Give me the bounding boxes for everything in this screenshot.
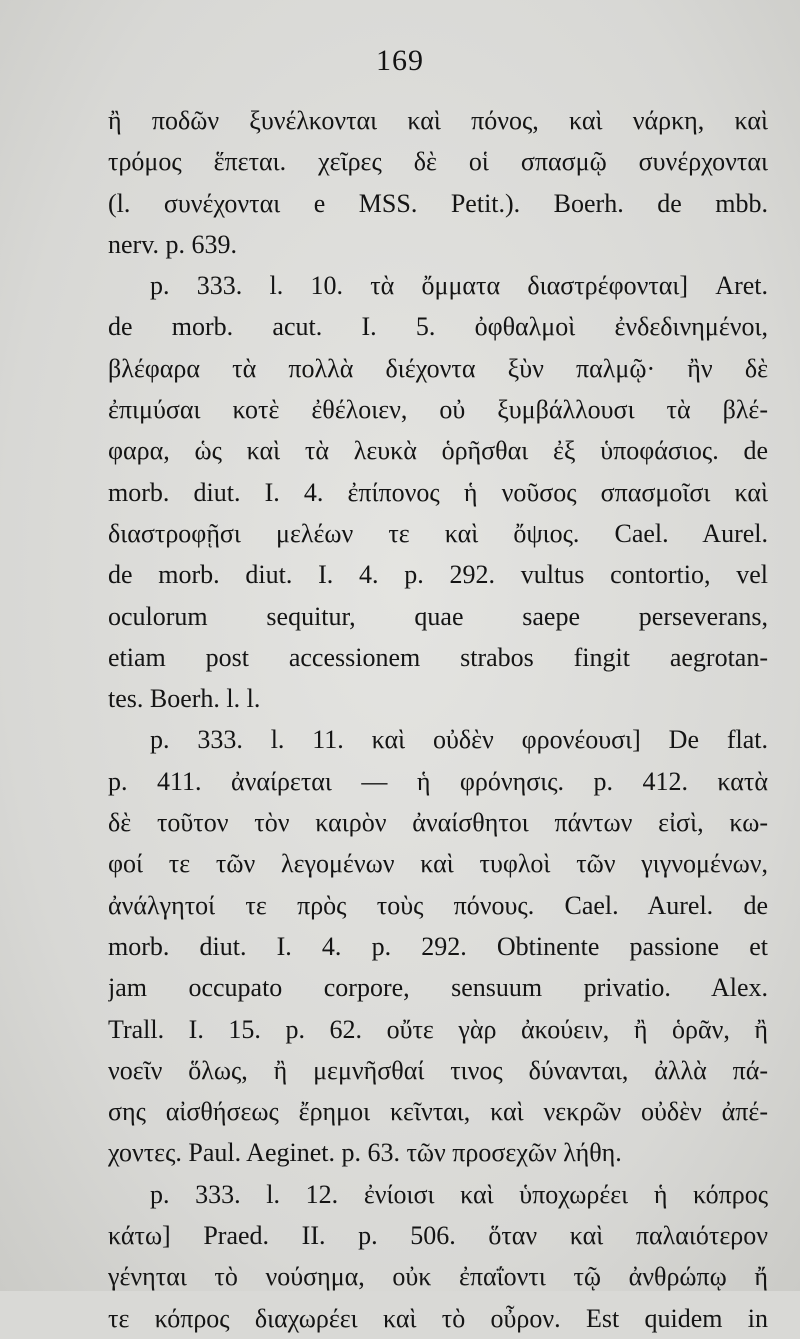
text-line: de morb. acut. I. 5. ὀφθαλμοὶ ἐνδεδινημένοι, bbox=[108, 312, 768, 342]
text-line: etiam post accessionem strabos fingit aegrotan- bbox=[108, 642, 768, 672]
text-line: ἢ ποδῶν ξυνέλκονται καὶ πόνος, καὶ νάρκη, καὶ bbox=[108, 106, 768, 135]
text-line: τε κόπρος διαχωρέει καὶ τὸ οὖρον. Est quidem in bbox=[108, 1303, 768, 1333]
text-block bbox=[108, 100, 768, 1339]
text-line: σης αἰσθήσεως ἔρημοι κεῖνται, καὶ νεκρῶν οὐδὲν ἀπέ- bbox=[108, 1097, 768, 1127]
text-line: δὲ τοῦτον τὸν καιρὸν ἀναίσθητοι πάντων εἰσὶ, κω- bbox=[108, 808, 768, 838]
text-line: ἀνάλγητοί τε πρὸς τοὺς πόνους. Cael. Aurel. de bbox=[108, 890, 768, 920]
text-line: nerv. p. 639. bbox=[108, 229, 238, 259]
text-line: βλέφαρα τὰ πολλὰ διέχοντα ξὺν παλμῷ· ἢν δὲ bbox=[108, 353, 768, 383]
text-line: φοί τε τῶν λεγομένων καὶ τυφλοὶ τῶν γιγνομένων, bbox=[108, 849, 768, 879]
text-line: de morb. diut. I. 4. p. 292. vultus contortio, vel bbox=[108, 560, 768, 590]
text-line: φαρα, ὡς καὶ τὰ λευκὰ ὁρῆσθαι ἐξ ὑποφάσιος. de bbox=[108, 436, 768, 466]
page-number: 169 bbox=[376, 44, 424, 77]
text-line: κάτω] Praed. II. p. 506. ὅταν καὶ παλαιότερον bbox=[108, 1221, 768, 1251]
text-line: jam occupato corpore, sensuum privatio. Alex. bbox=[108, 973, 768, 1003]
text-line: (l. συνέχονται e MSS. Petit.). Boerh. de mbb. bbox=[108, 188, 768, 218]
text-line: p. 333. l. 11. καὶ οὐδὲν φρονέουσι] De flat. bbox=[150, 725, 768, 755]
text-line: τρόμος ἕπεται. χεῖρες δὲ οἱ σπασμῷ συνέρχονται bbox=[108, 147, 768, 177]
text-line: oculorum sequitur, quae saepe perseverans, bbox=[108, 601, 768, 631]
text-line: morb. diut. I. 4. p. 292. Obtinente passione et bbox=[108, 931, 768, 961]
text-line: p. 333. l. 12. ἐνίοισι καὶ ὑποχωρέει ἡ κόπρος bbox=[150, 1179, 768, 1209]
text-line: p. 333. l. 10. τὰ ὄμματα διαστρέφονται] Aret. bbox=[150, 271, 768, 301]
text-line: Trall. I. 15. p. 62. οὔτε γὰρ ἀκούειν, ἢ ὁρᾶν, ἢ bbox=[108, 1014, 768, 1044]
text-line: morb. diut. I. 4. ἐπίπονος ἡ νοῦσος σπασμοῖσι καὶ bbox=[108, 477, 768, 507]
text-line: γένηται τὸ νούσημα, οὐκ ἐπαΐοντι τῷ ἀνθρώπῳ ἤ bbox=[108, 1262, 768, 1292]
text-line: διαστροφῇσι μελέων τε καὶ ὄψιος. Cael. Aurel. bbox=[108, 518, 768, 548]
text-line: νοεῖν ὅλως, ἢ μεμνῆσθαί τινος δύνανται, ἀλλὰ πά- bbox=[108, 1055, 768, 1085]
text-line: χοντες. Paul. Aeginet. p. 63. τῶν προσεχῶν λήθη. bbox=[108, 1138, 622, 1168]
text-line: tes. Boerh. l. l. bbox=[108, 684, 261, 714]
text-line: p. 411. ἀναίρεται — ἡ φρόνησις. p. 412. κατὰ bbox=[108, 766, 768, 796]
text-line: ἐπιμύσαι κοτὲ ἐθέλοιεν, οὐ ξυμβάλλουσι τὰ βλέ- bbox=[108, 395, 768, 425]
